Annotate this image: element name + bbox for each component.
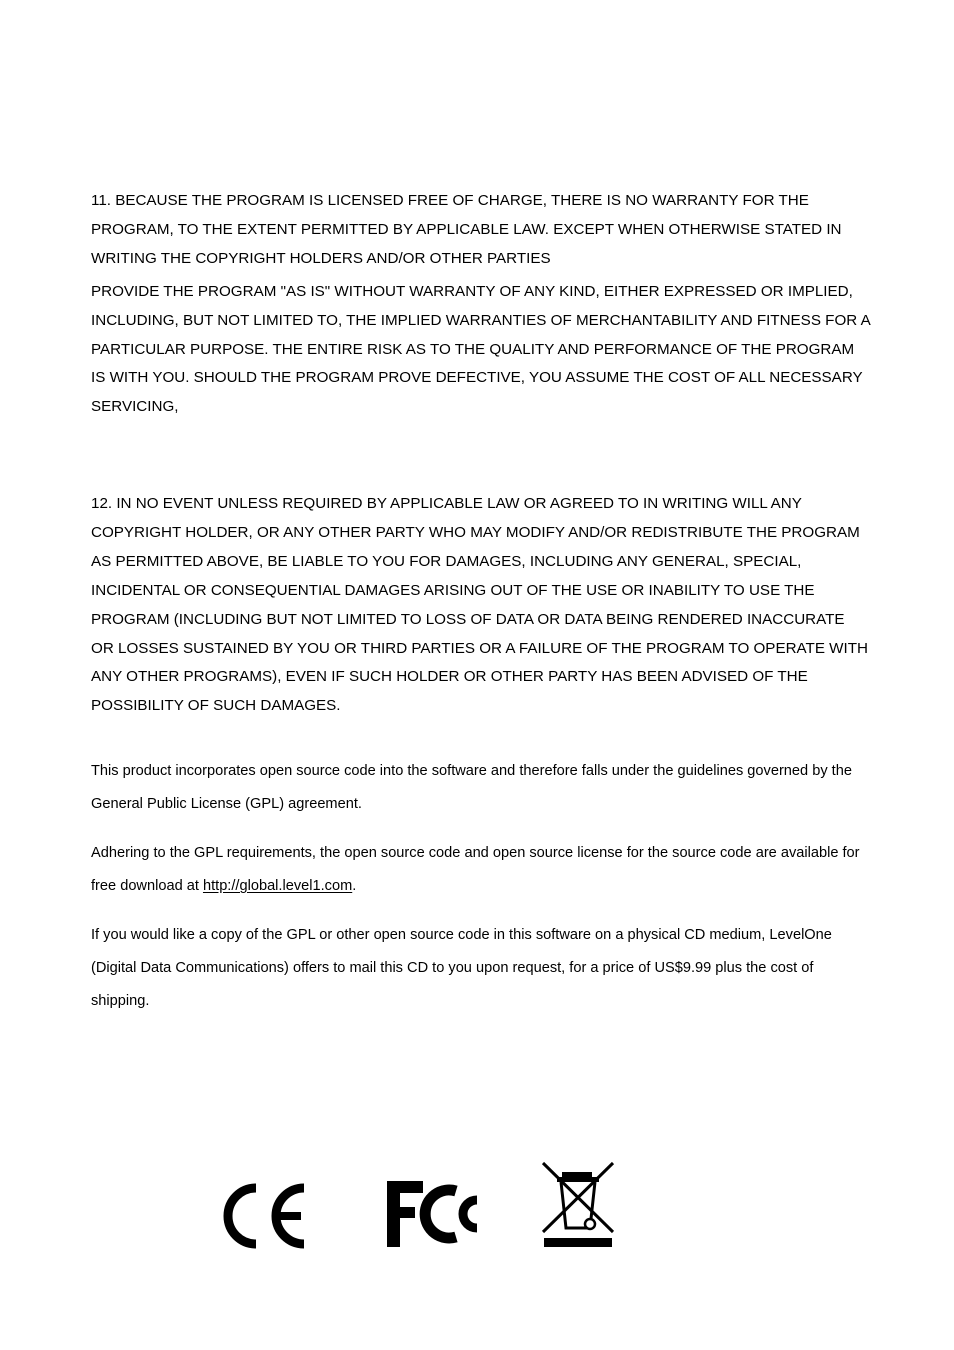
ce-mark-icon [218,1180,310,1252]
gpl-paragraph-1: This product incorporates open source code into the software and therefore falls under the guidelines governed by the General Public License (GPL) agreement. [91,763,852,812]
section-12 [91,490,871,721]
weee-crossed-bin-icon [540,1160,616,1250]
section-12-text: 12. IN NO EVENT UNLESS REQUIRED BY APPLICABLE LAW OR AGREED TO IN WRITING WILL ANY COPYRIGHT HOLDER, OR ANY OTHER PARTY WHO MAY MODIFY AND/OR REDISTRIBUTE THE PROGRAM AS PERMITTED ABOVE, BE LIABLE TO YOU FOR DAMAGES, INCLUDING ANY GENERAL, SPECIAL, INCIDENTAL OR CONSEQUENTIAL DAMAGES ARISING OUT OF THE USE OR INABILITY TO USE THE PROGRAM (INCLUDING BUT NOT LIMITED TO LOSS OF DATA OR DATA BEING RENDERED INACCURATE OR LOSSES SUSTAINED BY YOU OR THIRD PARTIES OR A FAILURE OF THE PROGRAM TO OPERATE WITH ANY OTHER PROGRAMS), EVEN IF SUCH HOLDER OR OTHER PARTY HAS BEEN ADVISED OF THE POSSIBILITY OF SUCH DAMAGES. [91,495,868,715]
gpl-paragraph-2 [91,837,871,903]
gpl-notice [91,755,871,1018]
gpl-paragraph-2-end: . [352,878,357,894]
section-11 [91,187,871,422]
fcc-mark-icon [384,1178,484,1250]
gpl-paragraph-2-text: Adhering to the GPL requirements, the open source code and open source license for the source code are available for free download at [91,845,860,894]
download-link[interactable]: http://global.level1.com [202,878,353,894]
section-11-part-2: PROVIDE THE PROGRAM "AS IS" WITHOUT WARRANTY OF ANY KIND, EITHER EXPRESSED OR IMPLIED, INCLUDING, BUT NOT LIMITED TO, THE IMPLIED WARRANTIES OF MERCHANTABILITY AND FITNESS FOR A PARTICULAR PURPOSE. THE ENTIRE RISK AS TO THE QUALITY AND PERFORMANCE OF THE PROGRAM IS WITH YOU. SHOULD THE PROGRAM PROVE DEFECTIVE, YOU ASSUME THE COST OF ALL NECESSARY SERVICING, [91,282,870,416]
gpl-paragraph-3: If you would like a copy of the GPL or other open source code in this software on a physical CD medium, LevelOne (Digital Data Communications) offers to mail this CD to you upon request, for a price of US$9.99 plus the cost of shipping. [91,927,832,1009]
section-11-part-1: 11. BECAUSE THE PROGRAM IS LICENSED FREE OF CHARGE, THERE IS NO WARRANTY FOR THE PROGRAM, TO THE EXTENT PERMITTED BY APPLICABLE LAW. EXCEPT WHEN OTHERWISE STATED IN WRITING THE COPYRIGHT HOLDERS AND/OR OTHER PARTIES [91,192,842,267]
